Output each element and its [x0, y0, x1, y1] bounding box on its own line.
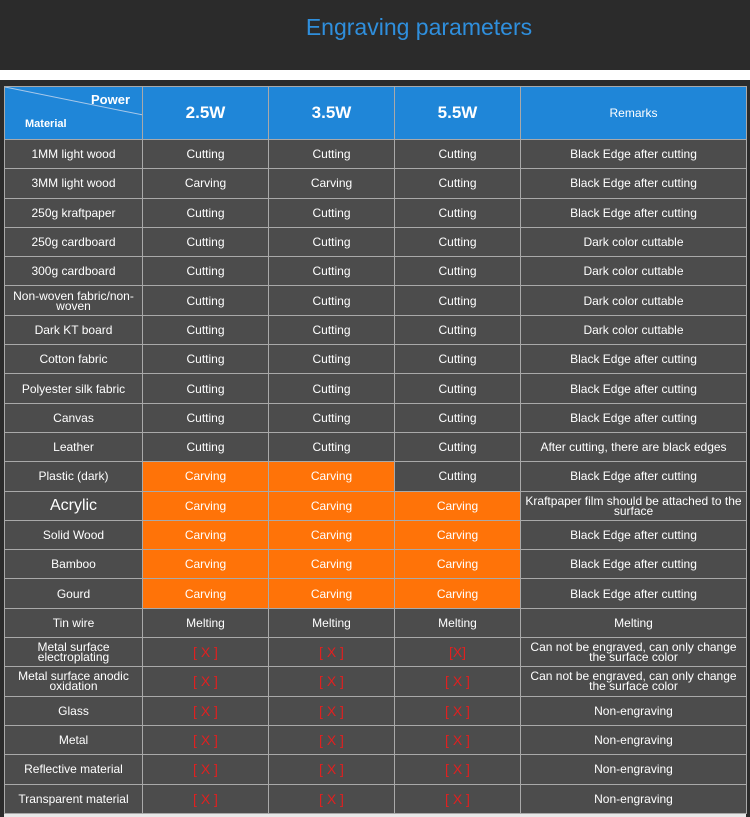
process-cell: Cutting — [143, 345, 269, 374]
process-cell: Cutting — [395, 374, 521, 403]
parameters-table — [4, 86, 747, 814]
table-row — [5, 550, 747, 579]
process-cell: Cutting — [269, 140, 395, 169]
remark-cell: Dark color cuttable — [521, 286, 747, 315]
process-cell: Cutting — [395, 169, 521, 198]
not-supported-cell: [ X ] — [395, 667, 521, 696]
material-cell: Dark KT board — [5, 315, 143, 344]
remark-cell: Dark color cuttable — [521, 227, 747, 256]
material-cell: 250g cardboard — [5, 227, 143, 256]
process-cell: Cutting — [395, 140, 521, 169]
process-cell: Cutting — [269, 315, 395, 344]
remark-cell: Can not be engraved, can only change the surface color — [521, 667, 747, 696]
material-cell: 3MM light wood — [5, 169, 143, 198]
process-cell: Cutting — [269, 374, 395, 403]
not-supported-cell: [ X ] — [269, 696, 395, 725]
remark-cell: Black Edge after cutting — [521, 345, 747, 374]
process-cell: Carving — [143, 520, 269, 549]
process-cell: Cutting — [269, 227, 395, 256]
process-cell: Cutting — [395, 403, 521, 432]
not-supported-cell: [ X ] — [395, 696, 521, 725]
process-cell: Carving — [269, 520, 395, 549]
table-row — [5, 784, 747, 813]
material-cell: Metal — [5, 725, 143, 754]
process-cell: Carving — [269, 169, 395, 198]
material-cell: Solid Wood — [5, 520, 143, 549]
material-cell: Transparent material — [5, 784, 143, 813]
table-row — [5, 579, 747, 608]
process-cell: Cutting — [143, 403, 269, 432]
process-cell: Cutting — [395, 257, 521, 286]
not-supported-cell: [ X ] — [143, 638, 269, 667]
remark-cell: Can not be engraved, can only change the surface color — [521, 638, 747, 667]
table-row — [5, 696, 747, 725]
remark-cell: Melting — [521, 608, 747, 637]
process-cell: Carving — [269, 462, 395, 491]
not-supported-cell: [ X ] — [269, 725, 395, 754]
parameters-table-wrap — [4, 86, 746, 817]
material-cell: Cotton fabric — [5, 345, 143, 374]
table-row — [5, 725, 747, 754]
process-cell: Cutting — [395, 315, 521, 344]
not-supported-cell: [ X ] — [143, 725, 269, 754]
material-cell: Gourd — [5, 579, 143, 608]
not-supported-cell: [ X ] — [269, 755, 395, 784]
not-supported-cell: [ X ] — [395, 784, 521, 813]
not-supported-cell: [ X ] — [269, 784, 395, 813]
header-row — [5, 87, 747, 140]
not-supported-cell: [X] — [395, 638, 521, 667]
table-row — [5, 169, 747, 198]
material-cell: Metal surface electroplating — [5, 638, 143, 667]
process-cell: Carving — [143, 462, 269, 491]
process-cell: Cutting — [143, 198, 269, 227]
process-cell: Melting — [395, 608, 521, 637]
process-cell: Cutting — [143, 315, 269, 344]
table-row — [5, 403, 747, 432]
process-cell: Cutting — [269, 432, 395, 461]
remark-cell: Non-engraving — [521, 784, 747, 813]
table-row — [5, 432, 747, 461]
table-row — [5, 462, 747, 491]
col-header-remarks: Remarks — [521, 87, 747, 140]
process-cell: Cutting — [143, 374, 269, 403]
page-header — [0, 0, 750, 70]
process-cell: Carving — [143, 169, 269, 198]
process-cell: Cutting — [395, 227, 521, 256]
material-cell: Glass — [5, 696, 143, 725]
table-row — [5, 198, 747, 227]
material-cell: Metal surface anodic oxidation — [5, 667, 143, 696]
material-cell: Acrylic — [5, 491, 143, 520]
material-label: Material — [25, 118, 67, 130]
process-cell: Cutting — [143, 140, 269, 169]
material-cell: Plastic (dark) — [5, 462, 143, 491]
process-cell: Cutting — [269, 198, 395, 227]
process-cell: Cutting — [143, 227, 269, 256]
col-header-3-5w: 3.5W — [269, 87, 395, 140]
material-cell: 1MM light wood — [5, 140, 143, 169]
process-cell: Cutting — [269, 403, 395, 432]
remark-cell: Dark color cuttable — [521, 315, 747, 344]
process-cell: Cutting — [143, 286, 269, 315]
process-cell: Cutting — [395, 345, 521, 374]
remark-cell: Black Edge after cutting — [521, 520, 747, 549]
remark-cell: Kraftpaper film should be attached to the surface — [521, 491, 747, 520]
table-row — [5, 227, 747, 256]
material-cell: Tin wire — [5, 608, 143, 637]
table-row — [5, 755, 747, 784]
material-cell: Polyester silk fabric — [5, 374, 143, 403]
process-cell: Carving — [395, 550, 521, 579]
not-supported-cell: [ X ] — [143, 667, 269, 696]
remark-cell: Dark color cuttable — [521, 257, 747, 286]
remark-cell: Non-engraving — [521, 725, 747, 754]
process-cell: Cutting — [395, 462, 521, 491]
not-supported-cell: [ X ] — [269, 638, 395, 667]
remark-cell: After cutting, there are black edges — [521, 432, 747, 461]
not-supported-cell: [ X ] — [143, 784, 269, 813]
col-header-5-5w: 5.5W — [395, 87, 521, 140]
material-cell: Non-woven fabric/non-woven — [5, 286, 143, 315]
table-row — [5, 491, 747, 520]
process-cell: Carving — [269, 579, 395, 608]
not-supported-cell: [ X ] — [143, 755, 269, 784]
table-row — [5, 638, 747, 667]
not-supported-cell: [ X ] — [269, 667, 395, 696]
process-cell: Carving — [395, 520, 521, 549]
not-supported-cell: [ X ] — [395, 725, 521, 754]
corner-header-cell — [5, 87, 143, 140]
remark-cell: Black Edge after cutting — [521, 462, 747, 491]
page-title: Engraving parameters — [305, 14, 533, 40]
table-row — [5, 140, 747, 169]
power-label: Power — [90, 92, 130, 107]
table-row — [5, 520, 747, 549]
process-cell: Cutting — [143, 257, 269, 286]
remark-cell: Black Edge after cutting — [521, 374, 747, 403]
divider-band — [0, 70, 750, 80]
material-cell: Reflective material — [5, 755, 143, 784]
remark-cell: Black Edge after cutting — [521, 169, 747, 198]
material-cell: 300g cardboard — [5, 257, 143, 286]
process-cell: Carving — [395, 579, 521, 608]
process-cell: Melting — [143, 608, 269, 637]
remark-cell: Black Edge after cutting — [521, 198, 747, 227]
process-cell: Cutting — [269, 286, 395, 315]
remark-cell: Black Edge after cutting — [521, 403, 747, 432]
process-cell: Carving — [269, 491, 395, 520]
remark-cell: Black Edge after cutting — [521, 140, 747, 169]
table-row — [5, 608, 747, 637]
process-cell: Cutting — [269, 345, 395, 374]
remark-cell: Non-engraving — [521, 755, 747, 784]
process-cell: Carving — [143, 550, 269, 579]
remark-cell: Black Edge after cutting — [521, 550, 747, 579]
table-row — [5, 374, 747, 403]
process-cell: Carving — [143, 579, 269, 608]
table-row — [5, 667, 747, 696]
material-cell: Leather — [5, 432, 143, 461]
remark-cell: Non-engraving — [521, 696, 747, 725]
col-header-2-5w: 2.5W — [143, 87, 269, 140]
process-cell: Carving — [143, 491, 269, 520]
process-cell: Cutting — [395, 432, 521, 461]
not-supported-cell: [ X ] — [143, 696, 269, 725]
table-row — [5, 315, 747, 344]
process-cell: Carving — [269, 550, 395, 579]
process-cell: Cutting — [395, 286, 521, 315]
process-cell: Melting — [269, 608, 395, 637]
remark-cell: Black Edge after cutting — [521, 579, 747, 608]
process-cell: Carving — [395, 491, 521, 520]
not-supported-cell: [ X ] — [395, 755, 521, 784]
material-cell: Bamboo — [5, 550, 143, 579]
table-row — [5, 257, 747, 286]
material-cell: Canvas — [5, 403, 143, 432]
process-cell: Cutting — [143, 432, 269, 461]
table-body — [5, 140, 747, 814]
process-cell: Cutting — [269, 257, 395, 286]
process-cell: Cutting — [395, 198, 521, 227]
table-row — [5, 286, 747, 315]
table-row — [5, 345, 747, 374]
material-cell: 250g kraftpaper — [5, 198, 143, 227]
